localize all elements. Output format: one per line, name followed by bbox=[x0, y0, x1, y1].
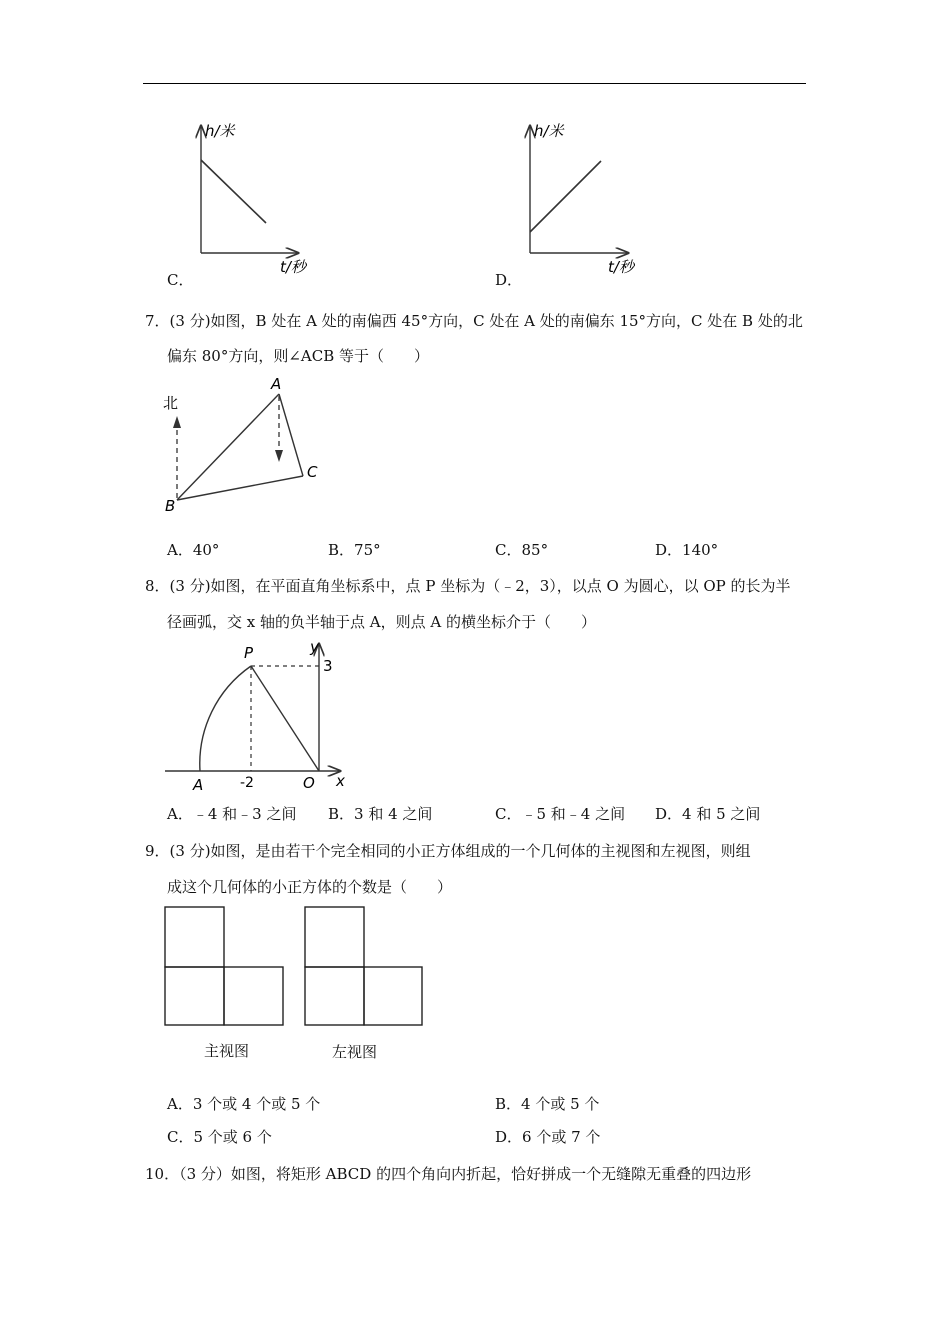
q7-option-a: A．40° bbox=[167, 541, 220, 559]
q7-figure bbox=[160, 370, 340, 520]
left-view-figure bbox=[304, 906, 426, 1028]
header-rule bbox=[143, 83, 806, 84]
graph-line bbox=[201, 160, 266, 223]
origin-label: O bbox=[303, 774, 315, 792]
q7-option-c: C．85° bbox=[495, 541, 549, 559]
y-axis-label: h/米 bbox=[205, 122, 235, 140]
tick-3-label: 3 bbox=[323, 657, 333, 675]
option-c-label: C． bbox=[167, 271, 194, 289]
point-a-label: A bbox=[193, 776, 204, 794]
q9-option-b: B．4 个或 5 个 bbox=[495, 1095, 600, 1113]
graph-line bbox=[530, 161, 601, 232]
q7-option-b: B．75° bbox=[328, 541, 381, 559]
q8-text-line1: 8．(3 分)如图，在平面直角坐标系中，点 P 坐标为（﹣2，3），以点 O 为圆心，以 OP 的长为半 bbox=[145, 577, 791, 595]
graph-c bbox=[180, 120, 320, 280]
q9-option-d: D．6 个或 7 个 bbox=[495, 1128, 601, 1146]
point-c-label: C bbox=[307, 463, 318, 481]
q9-option-a: A．3 个或 4 个或 5 个 bbox=[167, 1095, 321, 1113]
x-label: x bbox=[336, 772, 345, 790]
q8-figure bbox=[160, 638, 360, 796]
q8-option-c: C．﹣5 和﹣4 之间 bbox=[495, 805, 626, 823]
front-view-figure bbox=[164, 906, 286, 1028]
q7-text-line2: 偏东 80°方向，则∠ACB 等于（ ） bbox=[167, 347, 430, 365]
q8-option-a: A．﹣4 和﹣3 之间 bbox=[167, 805, 297, 823]
q8-option-b: B．3 和 4 之间 bbox=[328, 805, 433, 823]
q8-text-line2: 径画弧，交 x 轴的负半轴于点 A，则点 A 的横坐标介于（ ） bbox=[167, 613, 596, 631]
point-p-label: P bbox=[244, 644, 254, 662]
front-view-label: 主视图 bbox=[204, 1042, 250, 1060]
tick-neg2-label: -2 bbox=[240, 775, 254, 791]
x-axis-label: t/秒 bbox=[608, 258, 634, 276]
option-d-label: D． bbox=[495, 271, 523, 289]
point-b-label: B bbox=[165, 497, 176, 515]
q7-option-d: D．140° bbox=[655, 541, 719, 559]
graph-d bbox=[510, 120, 650, 280]
q9-option-c: C．5 个或 6 个 bbox=[167, 1128, 272, 1146]
x-axis-label: t/秒 bbox=[280, 258, 306, 276]
q8-option-d: D．4 和 5 之间 bbox=[655, 805, 761, 823]
q9-text-line2: 成这个几何体的小正方体的个数是（ ） bbox=[167, 878, 453, 896]
q9-text-line1: 9．(3 分)如图，是由若干个完全相同的小正方体组成的一个几何体的主视图和左视图，则组 bbox=[145, 842, 751, 860]
north-label: 北 bbox=[163, 394, 179, 412]
y-axis-label: h/米 bbox=[534, 122, 564, 140]
q10-text-line1: 10．（3 分）如图，将矩形 ABCD 的四个角向内折起，恰好拼成一个无缝隙无重叠的四边形 bbox=[145, 1165, 752, 1183]
y-label: y bbox=[310, 638, 319, 656]
q7-text-line1: 7．(3 分)如图，B 处在 A 处的南偏西 45°方向，C 处在 A 处的南偏东 15°方向，C 处在 B 处的北 bbox=[145, 312, 803, 330]
point-a-label: A bbox=[271, 375, 282, 393]
left-view-label: 左视图 bbox=[332, 1043, 378, 1061]
